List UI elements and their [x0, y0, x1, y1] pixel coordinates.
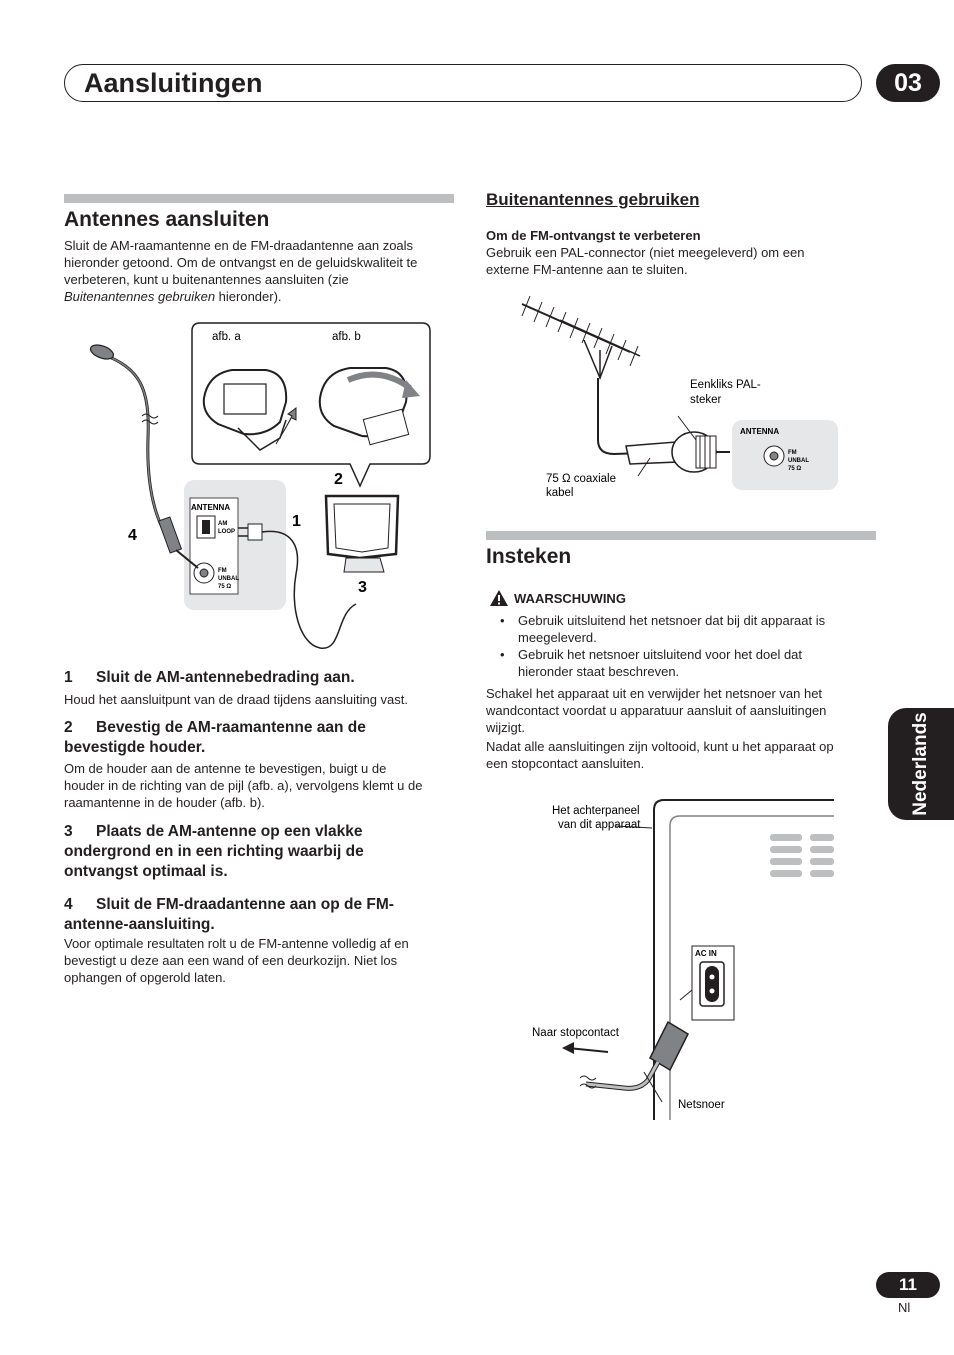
warning-label: WAARSCHUWING	[514, 591, 626, 606]
ext-body: Gebruik een PAL-connector (niet meegeleverd) om een externe FM-antenne aan te sluiten.	[486, 245, 805, 277]
subheading-fm-ontvangst: Om de FM-ontvangst te verbeteren	[486, 228, 701, 243]
section-title-insteken: Insteken	[486, 545, 572, 568]
page-title: Aansluitingen	[84, 68, 263, 98]
cord-label: Netsnoer	[678, 1099, 725, 1111]
plug-paragraph-2: Nadat alle aansluitingen zijn voltooid, kunt u het apparaat op een stopcontact aansluiten.	[486, 739, 834, 771]
step-4-body: Voor optimale resultaten rolt u de FM-antenne volledig af en bevestigt u deze aan een wand of een deurkozijn. Niet los ophangen of opgerold laten.	[64, 936, 409, 985]
step-2-body: Om de houder aan de antenne te bevestigen, buigt u de houder in de richting van de pijl (afb. a), vervolgens klemt u de raamantenne in de houder (afb. b).	[64, 761, 423, 810]
coax-label-1: 75 Ω coaxiale	[546, 473, 616, 485]
svg-text:UNBAL: UNBAL	[218, 576, 239, 582]
page-number: 11	[876, 1272, 940, 1298]
outlet-label: Naar stopcontact	[532, 1027, 619, 1039]
warning-list	[486, 612, 878, 680]
fig-label-b: afb. b	[332, 331, 361, 343]
step-1-body: Houd het aansluitpunt van de draad tijdens aansluiting vast.	[64, 692, 409, 707]
svg-text:AM: AM	[218, 521, 228, 527]
am-fm-antenna-diagram	[80, 318, 440, 658]
section-title-buitenantennes: Buitenantennes gebruiken	[486, 190, 700, 209]
callout-4: 4	[128, 527, 137, 544]
step-3-title: 3 Plaats de AM-antenne op een vlakke ondergrond en in een richting waarbij de ontvangst optimaal is.	[64, 823, 364, 880]
svg-text:FM: FM	[788, 450, 797, 456]
ac-in-label: AC IN	[695, 949, 717, 958]
callout-2: 2	[334, 471, 343, 488]
plug-paragraph-1: Schakel het apparaat uit en verwijder het netsnoer van het wandcontact voordat u apparatuur aansluit of aansluitingen wijzigt.	[486, 686, 827, 735]
svg-text:75 Ω: 75 Ω	[788, 466, 802, 472]
pal-label-1: Eenkliks PAL-	[690, 379, 761, 391]
svg-text:LOOP: LOOP	[218, 529, 236, 535]
chapter-badge: 03	[876, 64, 940, 102]
svg-text:ANTENNA: ANTENNA	[740, 427, 780, 436]
panel-antenna-text: ANTENNA	[191, 503, 231, 512]
rear-panel-label-1: Het achterpaneel	[552, 805, 640, 817]
coax-label-2: kabel	[546, 487, 574, 499]
list-item: • Gebruik het netsnoer uitsluitend voor het doel dat hieronder staat beschreven.	[500, 647, 803, 679]
intro-link-text: Buitenantennes gebruiken	[64, 289, 216, 304]
list-item: • Gebruik uitsluitend het netsnoer dat bij dit apparaat is meegeleverd.	[500, 613, 826, 645]
language-side-tab: Nederlands	[888, 708, 954, 820]
step-2-title: 2 Bevestig de AM-raamantenne aan de bevestigde houder.	[64, 719, 366, 756]
pal-label-2: steker	[690, 394, 722, 406]
power-cord-diagram	[520, 790, 840, 1120]
language-code: Nl	[898, 1300, 911, 1315]
svg-text:FM: FM	[218, 568, 227, 574]
warning-icon	[489, 589, 509, 612]
svg-text:UNBAL: UNBAL	[788, 458, 809, 464]
external-fm-antenna-diagram	[500, 290, 850, 510]
callout-3: 3	[358, 579, 367, 596]
fig-label-a: afb. a	[212, 331, 241, 343]
intro-paragraph: Sluit de AM-raamantenne en de FM-draadantenne aan zoals hieronder getoond. Om de ontvangst en de geluidskwaliteit te verbeteren, kunt u buitenantennes aansluiten (zie Buitenantennes gebruiken hieronder).	[64, 238, 418, 304]
rear-panel-label-2: van dit apparaat	[558, 819, 641, 831]
step-1-title: 1 Sluit de AM-antennebedrading aan.	[64, 669, 355, 686]
section-bar-insteken	[486, 531, 876, 540]
callout-1: 1	[292, 513, 301, 530]
section-title-antennes: Antennes aansluiten	[64, 208, 270, 231]
section-bar	[64, 194, 454, 203]
step-4-title: 4 Sluit de FM-draadantenne aan op de FM- antenne-aansluiting.	[64, 896, 394, 933]
svg-text:75 Ω: 75 Ω	[218, 584, 232, 590]
